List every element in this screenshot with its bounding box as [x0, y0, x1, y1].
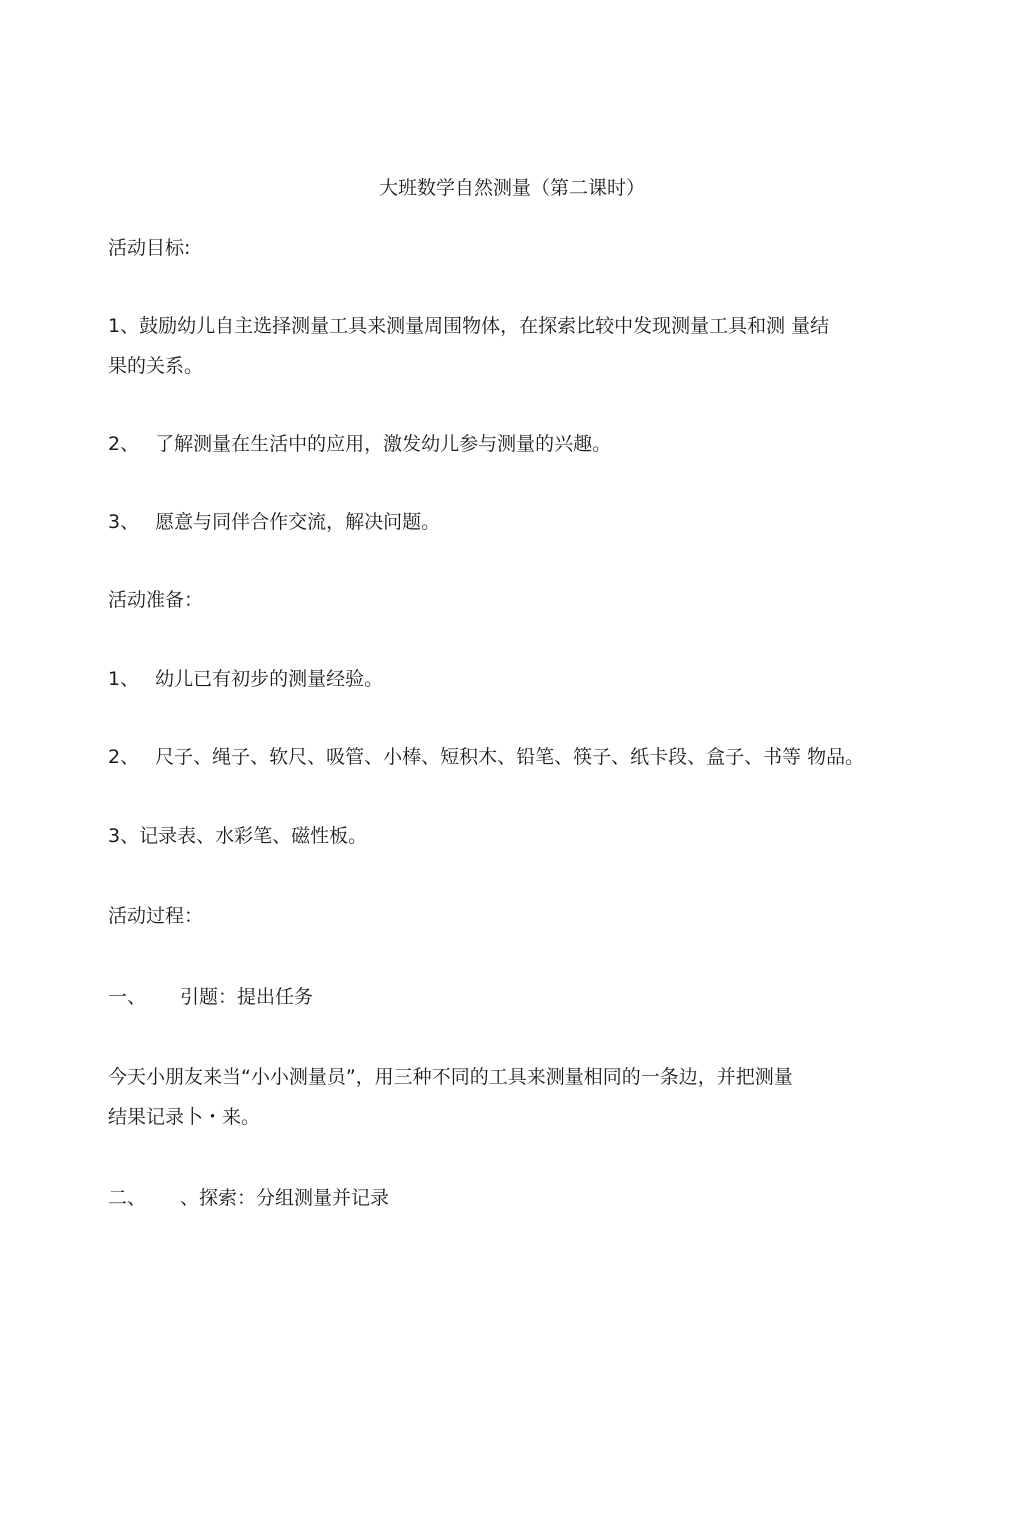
goal-item-1-continuation: 果的关系。: [108, 355, 204, 377]
prep-number: 3、: [108, 825, 140, 847]
step-1-body-line-2: 结果记录卜・来。: [108, 1106, 261, 1128]
prep-item-3: [108, 816, 367, 856]
step-number: 一、: [108, 986, 147, 1008]
step-2-heading: [108, 1178, 389, 1218]
goal-text: 鼓励幼儿自主选择测量工具来测量周围物体，在探索比较中发现测量工具和测 量结: [139, 315, 830, 337]
prep-item-2: [108, 737, 864, 777]
goal-number: 2、: [108, 433, 140, 455]
goal-item-1: [108, 306, 829, 346]
step-text: 、探索：分组测量并记录: [180, 1187, 390, 1209]
process-heading: 活动过程：: [108, 905, 204, 927]
document-title: 大班数学自然测量（第二课时）: [378, 177, 645, 199]
goal-number: 3、: [108, 511, 140, 533]
goal-number: 1、: [108, 315, 140, 337]
goals-heading: 活动目标:: [108, 237, 191, 259]
prep-number: 2、: [108, 746, 140, 768]
step-1-heading: [108, 977, 313, 1017]
goal-item-3: [108, 502, 440, 542]
prep-text: 幼儿已有初步的测量经验。: [155, 668, 384, 690]
goal-item-2: [108, 424, 611, 464]
step-number: 二、: [108, 1187, 147, 1209]
goal-text: 了解测量在生活中的应用，激发幼儿参与测量的兴趣。: [155, 433, 612, 455]
prep-number: 1、: [108, 668, 140, 690]
prep-text: 记录表、水彩笔、磁性板。: [139, 825, 368, 847]
prep-item-1: [108, 659, 383, 699]
prep-text: 尺子、绳子、软尺、吸管、小棒、短积木、铅笔、筷子、纸卡段、盒子、书等 物品。: [155, 746, 865, 768]
step-text: 引题：提出任务: [180, 986, 314, 1008]
goal-text: 愿意与同伴合作交流，解决问题。: [155, 511, 441, 533]
step-1-body-line-1: 今天小朋友来当“小小测量员”，用三种不同的工具来测量相同的一条边，并把测量: [108, 1066, 793, 1088]
prep-heading: 活动准备：: [108, 589, 204, 611]
